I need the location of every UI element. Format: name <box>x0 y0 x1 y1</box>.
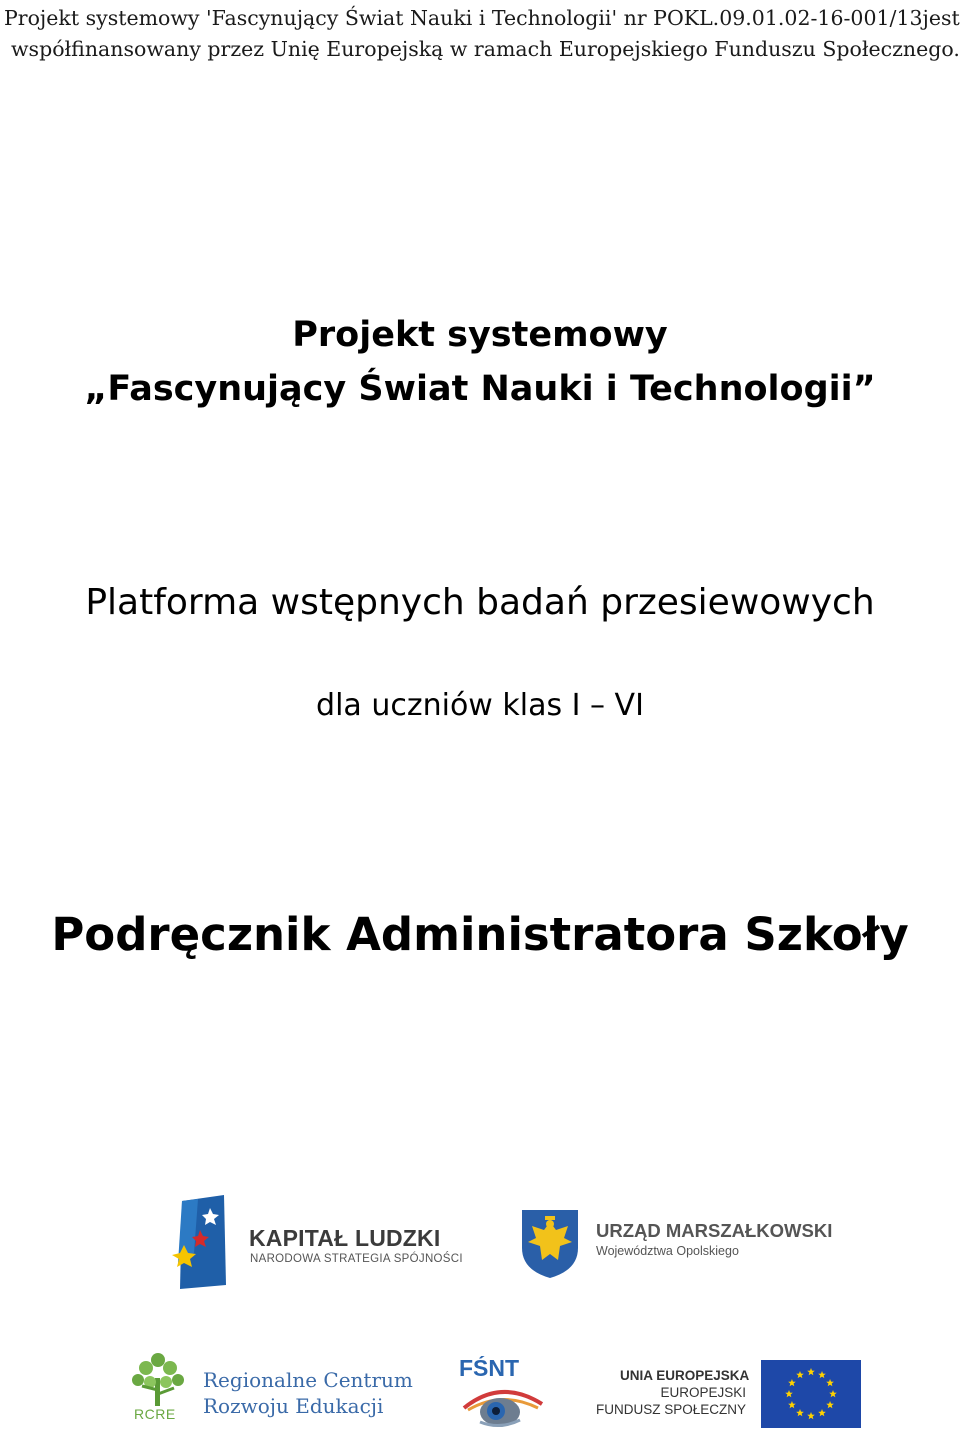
rcre-name-line-2: Rozwoju Edukacji <box>203 1394 384 1418</box>
rcre-logo <box>128 1350 413 1430</box>
eu-flag-icon <box>761 1360 861 1428</box>
manual-title: Podręcznik Administratora Szkoły <box>51 908 909 961</box>
kapital-ludzki-name: KAPITAŁ LUDZKI <box>249 1225 441 1251</box>
platform-subtitle: Platforma wstępnych badań przesiewowych <box>85 582 875 623</box>
kapital-ludzki-icon <box>168 1193 230 1293</box>
funding-notice-header <box>0 3 960 65</box>
fsnt-logo <box>456 1356 556 1432</box>
urzad-marszalkowski-logo <box>518 1208 833 1288</box>
urzad-marszalkowski-name: URZĄD MARSZAŁKOWSKI <box>596 1220 833 1241</box>
funding-notice-line-2: współfinansowany przez Unię Europejską w ramach Europejskiego Funduszu Społecznego. <box>11 37 960 61</box>
funding-notice-line-1-left: Projekt systemowy 'Fascynujący Świat Nauki i Technologii' nr POKL.09.01.02-16-001/13 <box>4 6 923 30</box>
eu-fund-line-2: FUNDUSZ SPOŁECZNY <box>595 1402 746 1417</box>
tree-icon <box>128 1350 188 1408</box>
project-title-line-2: „Fascynujący Świat Nauki i Technologii” <box>84 369 876 409</box>
kapital-ludzki-logo <box>168 1193 468 1293</box>
eagle-coat-of-arms-icon <box>518 1208 582 1280</box>
funding-notice-line-1-right: jest <box>922 6 960 30</box>
eu-name: UNIA EUROPEJSKA <box>620 1368 750 1383</box>
project-title-line-1: Projekt systemowy <box>292 315 668 355</box>
rcre-name-line-1: Regionalne Centrum <box>203 1368 413 1392</box>
rcre-abbreviation: RCRE <box>134 1406 176 1422</box>
project-title <box>0 312 960 412</box>
audience-text: dla uczniów klas I – VI <box>316 688 644 723</box>
eu-fund-line-1: EUROPEJSKI <box>660 1385 746 1400</box>
funding-notice-line-1 <box>0 3 960 34</box>
fsnt-abbreviation: FŚNT <box>459 1356 520 1381</box>
urzad-marszalkowski-subtitle: Województwa Opolskiego <box>596 1244 739 1258</box>
fsnt-eye-icon <box>456 1356 556 1432</box>
kapital-ludzki-subtitle: NARODOWA STRATEGIA SPÓJNOŚCI <box>250 1253 463 1265</box>
eu-social-fund-logo <box>595 1358 862 1430</box>
